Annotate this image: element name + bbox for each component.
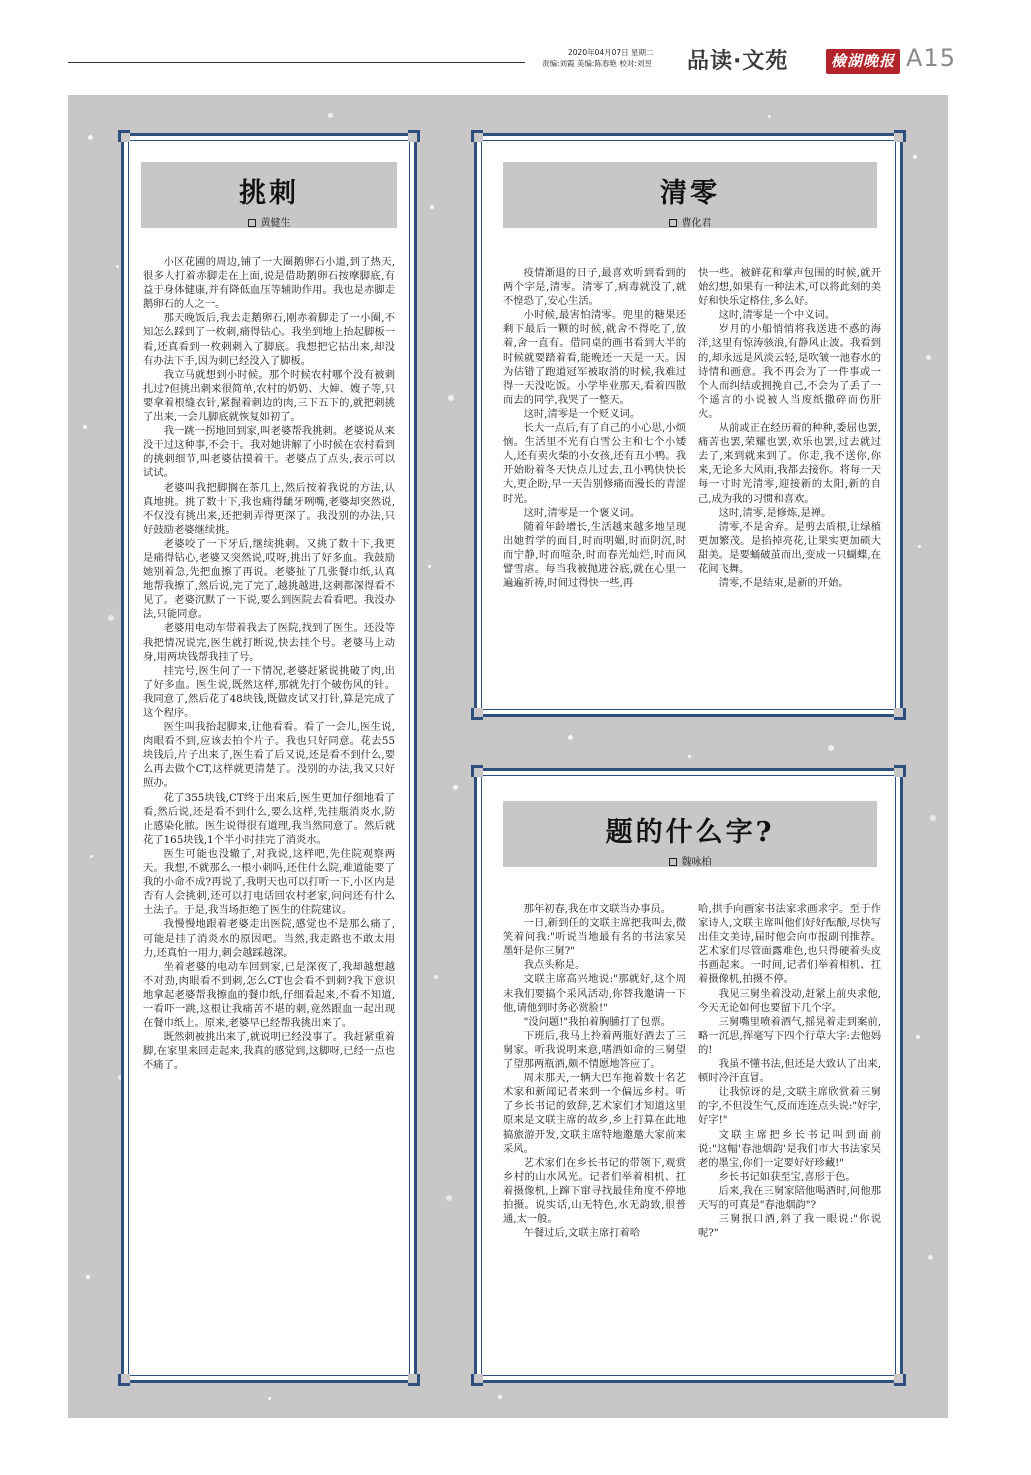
snow-dot	[328, 113, 333, 118]
paragraph: 下班后,我马上拎着两瓶好酒去了三舅家。听我说明来意,嗜酒如命的三舅望了望那两瓶酒,颇不情愿地答应了。	[503, 1029, 686, 1071]
paragraph: 文联主席高兴地说:"那就好,这个周末我们要搞个采风活动,你替我邀请一下他,请他到时务必赏脸!"	[503, 973, 686, 1014]
snow-dot	[918, 545, 921, 548]
paragraph: 老婆叫我把脚搁在茶几上,然后按着我说的方法,认真地挑。挑了数十下,我也痛得龇牙咧嘴,老婆却突然说,不仅没有挑出来,还把刺弄得更深了。我没别的办法,只好鼓励老婆继续挑。	[143, 481, 395, 536]
paragraph: 疫情渐退的日子,最喜欢听到看到的两个字是,清零。清零了,病毒就没了,就不惶恐了,安心生活。	[503, 267, 686, 308]
issue-date: 2020年04月07日 星期二	[568, 48, 654, 57]
paragraph: 我点头称是。	[523, 959, 586, 972]
paragraph: 挂完号,医生问了一下情况,老婆赶紧说挑破了肉,出了好多血。医生说,既然这样,那就先打个破伤风的针。我同意了,然后花了48块钱,既做皮试又打针,算是完成了这个程序。	[143, 664, 395, 719]
paragraph: 老婆用电动车带着我去了医院,找到了医生。还没等我把情况说完,医生就打断说,快去挂个号。老婆马上动身,用两块钱帮我挂了号。	[143, 622, 395, 663]
author-name: 黄健生	[260, 218, 291, 229]
square-icon	[248, 219, 256, 227]
article-column-2	[698, 902, 881, 1368]
frame-corner	[894, 1374, 910, 1390]
paragraph: 让我惊讶的是,文联主席欣赏着三舅的字,不但没生气,反而连连点头说:"好字,好字!"	[698, 1086, 881, 1127]
snow-dot	[498, 1395, 502, 1399]
paragraph: 既然刺被挑出来了,就说明已经没事了。我赶紧重着脚,在家里来回走起来,我真的感觉到,这脚呀,已经一点也不痛了。	[143, 1031, 395, 1072]
square-icon	[669, 219, 677, 227]
snow-dot	[108, 615, 114, 621]
paragraph: 快一些。被鲜花和掌声包围的时候,就开始幻想,如果有一种法术,可以将此刻的美好和快乐定格住,多么好。	[698, 267, 881, 308]
snow-dot	[430, 205, 434, 209]
byline	[503, 853, 877, 868]
paragraph: 岁月的小船悄悄将我送进不惑的海洋,这里有惊涛骇浪,有静风止波。我看到的,却永远是风淡云轻,是吹皱一池春水的诗情和画意。我不再会为了一件事或一个人而纠结或拥挽自己,不会为了丢了一个遥言的小说被人当废纸撒碎而伤肝火。	[698, 323, 881, 420]
paragraph: 文联主席把乡长书记叫到面前说:"这幅'春池烟韵'是我们市大书法家吴老的墨宝,你们一定要好好珍藏!"	[698, 1128, 881, 1169]
snow-dot	[83, 425, 87, 429]
paragraph: 那年初春,我在市文联当办事员。	[523, 903, 672, 915]
article-column-2	[698, 266, 881, 696]
title-block	[503, 801, 877, 867]
article-title: 挑刺	[239, 178, 299, 209]
paragraph: 一日,新到任的文联主席把我叫去,微笑着问我:"听说当地最有名的书法家吴墨轩是你三舅?"	[503, 917, 686, 958]
frame-corner	[467, 1374, 483, 1390]
snow-dot	[913, 155, 917, 159]
editor-credits: 责编:刘霞 美编:陈春艳 校对:刘昱	[542, 59, 652, 68]
article-title: 题的什么字?	[605, 817, 775, 848]
paragraph: 艺术家们在乡长书记的带领下,观赏乡村的山水风光。记者们举着相机、扛着摄像机,上蹿下窜寻找最佳角度不停地拍摄。说实话,山无特色,水无韵致,很普通,太一般。	[503, 1156, 686, 1226]
frame-corner	[467, 126, 483, 142]
paragraph: 这时,清零是一个褒义词。	[523, 506, 641, 519]
frame-corner	[894, 126, 910, 142]
frame-corner	[467, 708, 483, 724]
article-column-1	[503, 266, 686, 696]
title-block	[503, 162, 877, 228]
section-name: 品读·文苑	[687, 49, 789, 74]
author-name: 魏咏柏	[681, 857, 712, 868]
paragraph: 我虽不懂书法,但还是大致认了出来,顿时冷汗直冒。	[698, 1058, 881, 1085]
snow-dot	[86, 1275, 90, 1279]
paragraph: 我立马就想到小时候。那个时候农村哪个没有被刺扎过?但挑出刺来很简单,农村的奶奶、大婶、嫂子等,只要拿着根缝衣针,紧握着刺边的肉,三下五下的,就把刺挑了出来,一会儿脚底就恢复如初了。	[143, 368, 395, 424]
snow-dot	[928, 1255, 933, 1260]
paragraph: "没问题!"我拍着胸脯打了包票。	[523, 1015, 672, 1028]
paragraph: 这时,清零是一个贬义词。	[523, 407, 641, 420]
frame-corner	[894, 708, 910, 724]
paragraph: 长大一点后,有了自己的小心思,小烦恼。生活里不光有白雪公主和七个小矮人,还有卖火柴的小女孩,还有丑小鸭。我开始盼着冬天快点儿过去,丑小鸭快快长大,更企盼,早一天告别修痛而漫长的青涩时光。	[503, 422, 686, 505]
header-meta	[542, 47, 682, 69]
snow-dot	[688, 755, 691, 758]
paragraph: 这时,清零,是修炼,是禅。	[718, 506, 832, 519]
paragraph: 三舅嘴里喷着酒气,摇晃着走到案前,略一沉思,挥毫写下四个行草大字:去他妈的!	[698, 1015, 881, 1056]
byline	[141, 214, 397, 229]
article-column-1	[503, 902, 686, 1368]
paragraph: 医生可能也没辙了,对我说,这样吧,先住院观察两天。我想,不就那么一根小刺吗,还住什么院,难道能要了我的小命不成?再说了,我明天也可以打听一下,小区内是否有人会挑刺,还可以打电话回农村老家,问问还有什么土法子。于是,我当场拒绝了医生的住院建议。	[143, 847, 395, 917]
paragraph: 花了355块钱,CT终于出来后,医生更加仔细地看了看,然后说,还是看不到什么,要么这样,先挂瓶消炎水,防止感染化脓。医生说得很有道理,我当然同意了。然后就花了165块钱,1个半小时挂完了消炎水。	[143, 791, 395, 846]
article-frame-tiaoci	[121, 133, 417, 1383]
snow-dot	[446, 1195, 452, 1201]
paragraph: 我慢慢地跟着老婆走出医院,感觉也不是那么痛了,可能是挂了消炎水的原因吧。当然,我走路也不敢太用力,还真怕一用力,刺会越踩越深。	[143, 918, 395, 959]
frame-corner	[114, 126, 130, 142]
paragraph: 医生叫我抬起脚来,让他看看。看了一会儿,医生说,肉眼看不到,应该去拍个片子。我也只好同意。花去55块钱后,片子出来了,医生看了后又说,还是看不到什么,要么再去做个CT,这样就更清楚了。没别的办法,我又只好照办。	[143, 721, 395, 790]
paragraph: 从前或正在经历着的种种,委屈也罢,痛苦也罢,荣耀也罢,欢乐也罢,过去就过去了,来到就来到了。你走,我不送你,你来,无论多大风雨,我都去接你。将每一天每一寸时光清零,迎接新的太阳,新的自己,成为我的习惯和喜欢。	[698, 422, 881, 505]
page-number: A15	[906, 44, 956, 72]
frame-corner	[408, 126, 424, 142]
snow-dot	[428, 565, 431, 568]
article-title: 清零	[660, 178, 720, 209]
author-name: 曹化君	[681, 218, 712, 229]
frame-corner	[114, 1374, 130, 1390]
paragraph: 我一跳一拐地回到家,叫老婆帮我挑刺。老婆说从来没干过这种事,不会干。我对她讲解了小时候在农村看到的挑刺细节,叫老婆估摸着干。老婆点了点头,表示可以试试。	[143, 425, 395, 480]
snow-dot	[434, 975, 438, 979]
frame-corner	[894, 761, 910, 777]
snow-dot	[828, 745, 834, 751]
frame-corner	[467, 761, 483, 777]
paragraph: 那天晚饭后,我去走鹅卵石,刚赤着脚走了一小圈,不知怎么踩到了一枚刺,痛得钻心。我坐到地上抬起脚板一看,还真看到一枚刺刺入了脚底。我想把它拈出来,却没有办法下手,因为刺已经没入了脚板。	[143, 312, 395, 367]
snow-dot	[768, 115, 771, 118]
article-body	[143, 255, 395, 1367]
paragraph: 我见三舅坐着没动,赶紧上前央求他,今天无论如何也要留下几个字。	[698, 987, 881, 1014]
snow-dot	[930, 815, 936, 821]
paragraph: 三舅抿口酒,斜了我一眼说:"你说呢?"	[698, 1213, 881, 1240]
byline	[503, 214, 877, 229]
paragraph: 后来,我在三舅家陪他喝酒时,问他那天写的可真是"春池烟韵"?	[698, 1184, 881, 1211]
snow-dot	[268, 1397, 271, 1400]
title-block	[141, 162, 397, 228]
paragraph: 小区花圃的周边,铺了一大圈鹅卵石小道,到了热天,很多人打着赤脚走在上面,说是借助鹅卵石按摩脚底,有益于身体健康,并有降低血压等辅助作用。我也是赤脚走鹅卵石的人之一。	[143, 256, 395, 311]
snow-dot	[926, 355, 931, 360]
snow-dot	[916, 1035, 920, 1039]
paragraph: 随着年龄增长,生活越来越多地呈现出她哲学的面目,时而明媚,时而阴沉,时而宁静,时而喧杂,时而春光灿烂,时而风譬雪虐。每当我被抛进谷底,就在心里一遍遍祈祷,时间过得快一些,再	[503, 520, 686, 590]
paragraph: 清零,不是舍弃。是剪去盾根,让绿植更加繁茂。是掐掉亮花,让果实更加硕大甜美。是要蛹破茧而出,变成一只蝴蝶,在花间飞舞。	[698, 520, 881, 575]
header-rule	[68, 62, 525, 63]
snow-dot	[448, 395, 454, 401]
paragraph: 小时候,最害怕清零。兜里的糖果还剩下最后一颗的时候,就舍不得吃了,放着,舍一直有。借同桌的画书看到大半的时候就要踏着看,能晚还一天是一天。因为估错了跑道冠军被取消的时候,我难过得一天没吃饭。小学毕业那天,看着四散而去的同学,我哭了一整天。	[503, 309, 686, 406]
frame-corner	[408, 1374, 424, 1390]
paragraph: 老婆咬了一下牙后,继续挑刺。又挑了数十下,我更是痛得钻心,老婆又突然说,哎呀,挑出了好多血。我鼓励她别着急,先把血擦了再说。老婆扯了几张餐巾纸,认真地帮我擦了,然后说,完了完了,越挑越进,这刺都深得看不见了。老婆沉默了一下说,要么到医院去看看吧。我没办法,只能同意。	[143, 537, 395, 621]
snow-dot	[453, 785, 458, 790]
paragraph: 坐着老婆的电动车回到家,已是深夜了,我却越想越不对劲,肉眼看不到刺,怎么CT也会看不到刺?我下意识地拿起老婆帮我擦血的餐巾纸,仔细看起来,不看不知道,一看吓一跳,这根让我痛苦不堪的刺,竟然跟血一起出现在餐巾纸上。原来,老婆早已经帮我挑出来了。	[143, 960, 395, 1030]
snow-dot	[88, 135, 93, 140]
article-frame-qingling	[474, 133, 903, 717]
paragraph: 午餐过后,文联主席打着哈	[523, 1227, 641, 1240]
article-frame-tideshenmezi	[474, 768, 903, 1383]
paragraph: 乡长书记如获至宝,喜形于色。	[718, 1170, 856, 1183]
snow-dot	[116, 265, 119, 268]
snow-dot	[90, 855, 93, 858]
snow-dot	[568, 735, 573, 740]
paragraph: 哈,拱手向画家书法家求画求字。至于作家诗人,文联主席叫他们好好酝酿,尽快写出佳文美诗,届时他会向市报副刊推荐。艺术家们尽管面露难色,也只得硬着头皮书画起来。一时间,记者们举着相机、扛着摄像机,拍摄不停。	[698, 903, 881, 986]
newspaper-logo: 檢湖晚报	[826, 49, 900, 74]
square-icon	[669, 858, 677, 866]
paragraph: 这时,清零是一个中义词。	[718, 309, 836, 322]
paragraph: 清零,不是结束,是新的开始。	[718, 577, 849, 590]
paragraph: 周末那天,一辆大巴车拖着数十名艺术家和新闻记者来到一个偏远乡村。听了乡长书记的致辞,艺术家们才知道这里原来是文联主席的故乡,乡上打算在此地搞旅游开发,文联主席特地邀邀大家前来采风。	[503, 1072, 686, 1155]
